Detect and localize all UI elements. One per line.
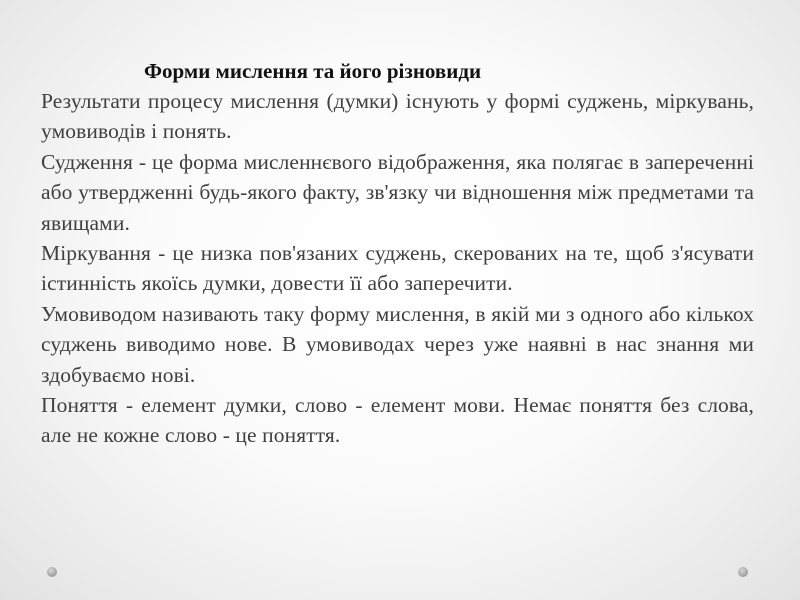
paragraph-reasoning: Міркування - це низка пов'язаних суджень, скерованих на те, щоб з'ясувати істинність якоїсь думки, довести її або заперечити.: [41, 241, 754, 296]
bullet-dot-icon: [738, 567, 748, 577]
slide-body: [41, 86, 754, 451]
bullet-dot-icon: [47, 567, 57, 577]
paragraph-inference: Умовиводом називають таку форму мислення, в якій ми з одного або кількох суджень виводимо нове. В умовиводах через уже наявні в нас знання ми здобуваємо нові.: [41, 301, 754, 387]
paragraph-concept: Поняття - елемент думки, слово - елемент мови. Немає поняття без слова, але не кожне слово - це поняття.: [41, 393, 754, 448]
paragraph-judgment: Судження - це форма мисленнєвого відображення, яка полягає в запереченні або утвердженні будь-якого факту, зв'язку чи відношення між предметами та явищами.: [41, 149, 754, 235]
paragraph-results: Результати процесу мислення (думки) існують у формі суджень, міркувань, умовиводів і понять.: [41, 89, 754, 144]
slide-title: Форми мислення та його різновиди: [144, 59, 482, 83]
